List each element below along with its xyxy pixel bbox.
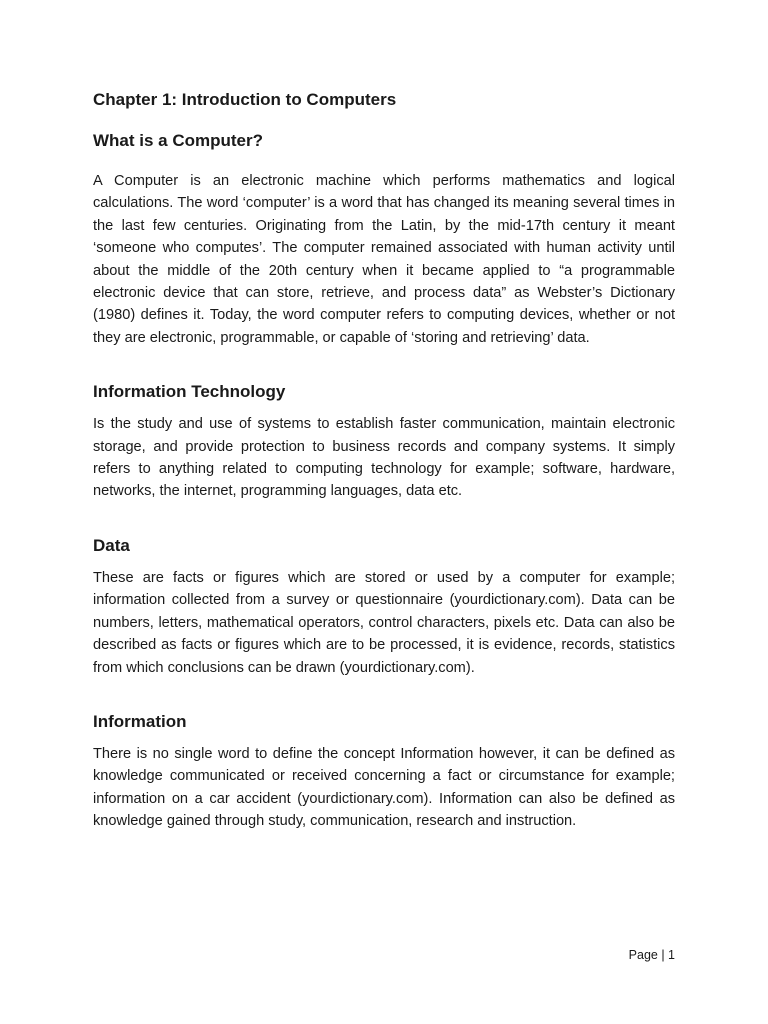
page-number-footer: Page | 1 bbox=[628, 948, 675, 962]
section-heading-what-is-a-computer: What is a Computer? bbox=[93, 131, 264, 150]
section-heading-information: Information bbox=[93, 711, 187, 731]
section-body-data: These are facts or figures which are stored or used by a computer for example; information collected from a survey or questionnaire (yourdictionary.com). Data can be numbers, letters, mathematical operators, control characters, pixels etc. Data can also be described as facts or figures which are to be processed, it is evidence, records, statistics from which conclusions can be drawn (yourdictionary.com). bbox=[93, 569, 675, 676]
section-heading-information-technology: Information Technology bbox=[93, 382, 286, 402]
chapter-title: Chapter 1: Introduction to Computers bbox=[93, 90, 397, 109]
section-heading-data: Data bbox=[93, 535, 130, 555]
section-body-information: There is no single word to define the concept Information however, it can be defined as knowledge communicated or received concerning a fact or circumstance for example; information on a car accident (yourdictionary.com). Information can also be defined as knowledge gained through study, communication, research and instruction. bbox=[93, 745, 675, 830]
document-content bbox=[93, 86, 675, 833]
section-body-what-is-a-computer: A Computer is an electronic machine which performs mathematics and logical calculations. The word ‘computer’ is a word that has changed its meaning several times in the last few centuries. Originating from the Latin, by the mid-17th century it meant ‘someone who computes’. The computer remained associated with human activity until about the middle of the 20th century when it became applied to “a programmable electronic device that can store, retrieve, and process data” as Webster’s Dictionary (1980) defines it. Today, the word computer refers to computing devices, whether or not they are electronic, programmable, or capable of ‘storing and retrieving’ data. bbox=[93, 173, 675, 346]
section-body-information-technology: Is the study and use of systems to establish faster communication, maintain electronic storage, and provide protection to business records and company systems. It simply refers to anything related to computing technology for example; software, hardware, networks, the internet, programming languages, data etc. bbox=[93, 416, 675, 500]
